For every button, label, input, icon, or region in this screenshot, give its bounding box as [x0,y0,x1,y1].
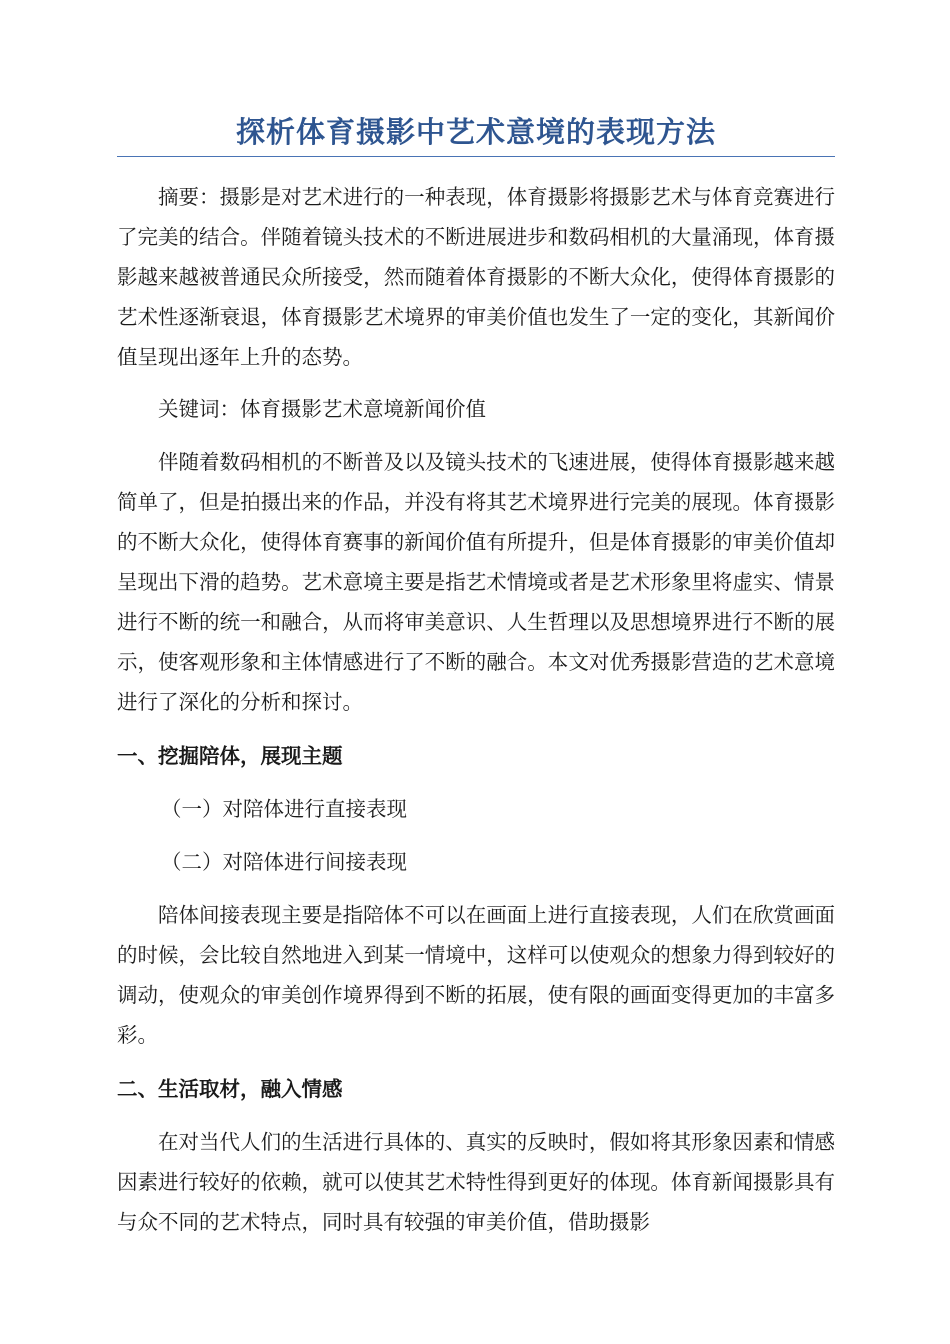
section-1-paragraph: 陪体间接表现主要是指陪体不可以在画面上进行直接表现，人们在欣赏画面的时候，会比较自然地进入到某一情境中，这样可以使观众的想象力得到较好的调动，使观众的审美创作境界得到不断的拓展，使有限的画面变得更加的丰富多彩。 [117,903,835,1047]
section-2-heading: 二、生活取材，融入情感 [117,1077,343,1101]
document-page [117,112,835,1242]
section-1-subheading-2: （二）对陪体进行间接表现 [161,850,407,874]
section-2-paragraph: 在对当代人们的生活进行具体的、真实的反映时，假如将其形象因素和情感因素进行较好的依赖，就可以使其艺术特性得到更好的体现。体育新闻摄影具有与众不同的艺术特点，同时具有较强的审美价值，借助摄影 [117,1130,835,1234]
section-1-heading: 一、挖掘陪体，展现主题 [117,744,343,768]
abstract-paragraph: 摘要：摄影是对艺术进行的一种表现，体育摄影将摄影艺术与体育竞赛进行了完美的结合。伴随着镜头技术的不断进展进步和数码相机的大量涌现，体育摄影越来越被普通民众所接受，然而随着体育摄影的不断大众化，使得体育摄影的艺术性逐渐衰退，体育摄影艺术境界的审美价值也发生了一定的变化，其新闻价值呈现出逐年上升的态势。 [117,185,835,369]
document-title: 探析体育摄影中艺术意境的表现方法 [117,112,835,157]
section-1-subheading-1: （一）对陪体进行直接表现 [161,797,407,821]
keywords-line: 关键词：体育摄影艺术意境新闻价值 [158,397,486,421]
intro-paragraph: 伴随着数码相机的不断普及以及镜头技术的飞速进展，使得体育摄影越来越简单了，但是拍摄出来的作品，并没有将其艺术境界进行完美的展现。体育摄影的不断大众化，使得体育赛事的新闻价值有所提升，但是体育摄影的审美价值却呈现出下滑的趋势。艺术意境主要是指艺术情境或者是艺术形象里将虚实、情景进行不断的统一和融合，从而将审美意识、人生哲理以及思想境界进行不断的展示，使客观形象和主体情感进行了不断的融合。本文对优秀摄影营造的艺术意境进行了深化的分析和探讨。 [117,450,835,714]
